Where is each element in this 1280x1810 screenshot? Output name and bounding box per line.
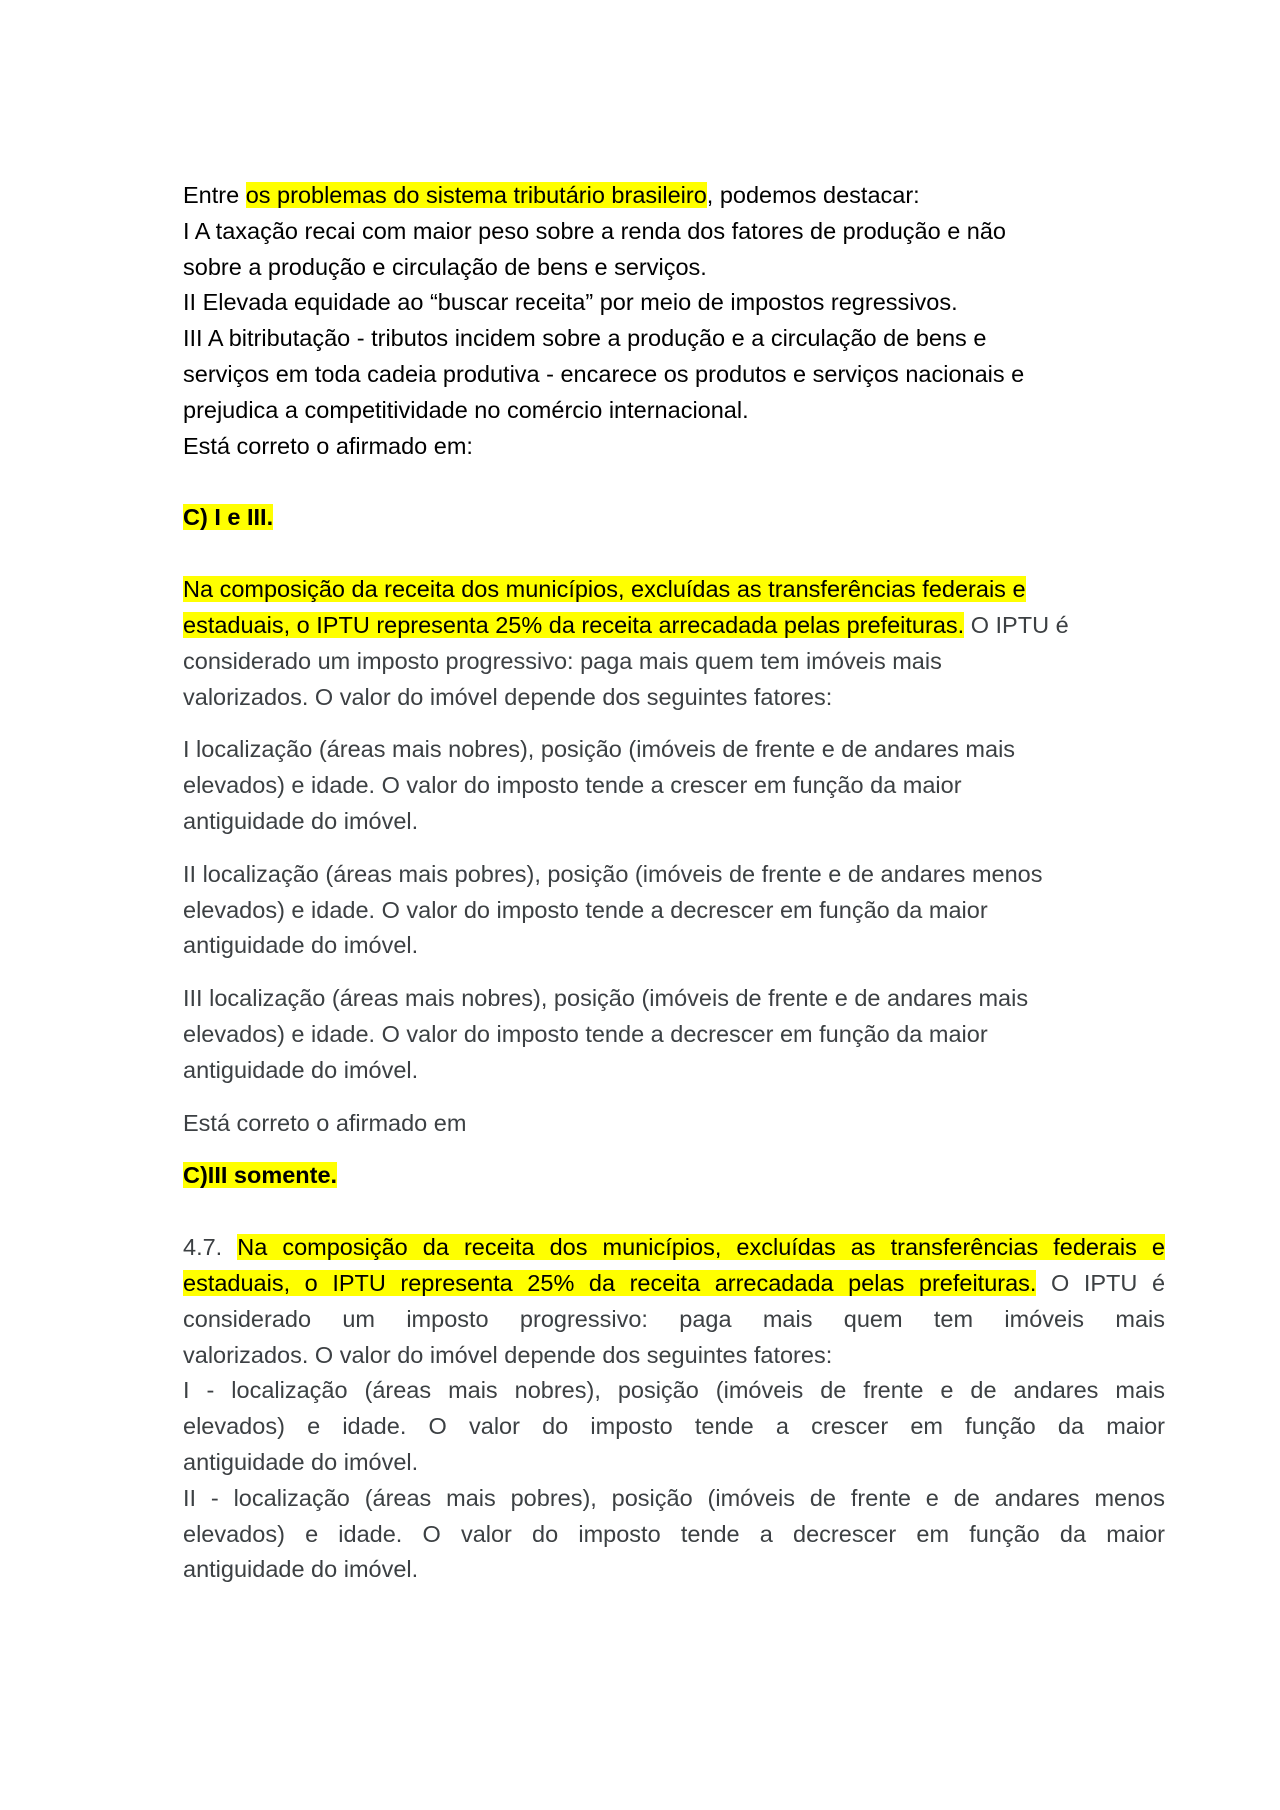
q3-item-i-line2: elevados) e idade. O valor do imposto tende a crescer em função da maior	[183, 1413, 1165, 1440]
q1-intro	[183, 178, 1165, 214]
q2-item-ii-line1: II localização (áreas mais pobres), posição (imóveis de frente e de andares menos	[183, 860, 1043, 887]
q1-answer-text: C) I e III.	[183, 504, 274, 531]
q3-number: 4.7.	[183, 1234, 238, 1261]
q2-item-i-line3: antiguidade do imóvel.	[183, 807, 419, 834]
spacer	[183, 964, 1165, 981]
q2-highlight-text1: Na composição da receita dos municípios, excluídas as transferências federais e	[183, 576, 1026, 603]
document-page	[183, 178, 1165, 1588]
q3-item-ii-line2: elevados) e idade. O valor do imposto tende a decrescer em função da maior	[183, 1520, 1165, 1547]
q3-iptu-text: O IPTU é	[1036, 1269, 1166, 1296]
q2-highlight-text2: estaduais, o IPTU representa 25% da receita arrecadada pelas prefeituras.	[183, 611, 965, 638]
q1-intro-tail: , podemos destacar:	[706, 182, 920, 208]
q3-item-i-line1: I - localização (áreas mais nobres), posição (imóveis de frente e de andares mais	[183, 1377, 1165, 1404]
q2-item-i-line2: elevados) e idade. O valor do imposto tende a crescer em função da maior	[183, 772, 962, 799]
q1-answer	[183, 500, 1165, 536]
q2-item-ii-line2: elevados) e idade. O valor do imposto tende a decrescer em função da maior	[183, 896, 988, 923]
q2-item-iii-line2: elevados) e idade. O valor do imposto tende a decrescer em função da maior	[183, 1020, 988, 1047]
q1-intro-text: Entre	[183, 182, 246, 208]
q2-item-iii-line1: III localização (áreas mais nobres), posição (imóveis de frente e de andares mais	[183, 985, 1029, 1012]
spacer	[183, 1089, 1165, 1106]
q2-item-iii-line3: antiguidade do imóvel.	[183, 1056, 419, 1083]
spacer	[183, 1194, 1165, 1230]
q3-line2	[183, 1266, 1165, 1302]
q2-answer	[183, 1158, 1165, 1194]
q1-question: Está correto o afirmado em:	[183, 432, 473, 459]
q1-intro-highlight: os problemas do sistema tributário brasileiro	[245, 182, 707, 208]
q2-answer-text: C)III somente.	[183, 1162, 338, 1189]
spacer	[183, 840, 1165, 857]
q3-item-ii-line1: II - localização (áreas mais pobres), posição (imóveis de frente e de andares menos	[183, 1484, 1165, 1511]
q1-statement-i-line2: sobre a produção e circulação de bens e serviços.	[183, 253, 707, 280]
q2-iptu-text: O IPTU é	[964, 611, 1069, 638]
q1-statement-iii-line3: prejudica a competitividade no comércio internacional.	[183, 396, 749, 423]
q2-highlight-line2	[183, 608, 1165, 644]
spacer	[183, 1141, 1165, 1158]
q2-question: Está correto o afirmado em	[183, 1109, 467, 1136]
q3-item-ii-line3: antiguidade do imóvel.	[183, 1556, 419, 1583]
q3-item-i-line3: antiguidade do imóvel.	[183, 1448, 419, 1475]
spacer	[183, 715, 1165, 732]
q3-line1	[183, 1230, 1165, 1266]
q3-highlight-text2: estaduais, o IPTU representa 25% da receita arrecadada pelas prefeituras.	[183, 1269, 1037, 1296]
q2-highlight-line1	[183, 572, 1165, 608]
q1-statement-iii-line1: III A bitributação - tributos incidem sobre a produção e a circulação de bens e	[183, 325, 987, 352]
q2-line4: valorizados. O valor do imóvel depende dos seguintes fatores:	[183, 683, 833, 710]
spacer	[183, 536, 1165, 572]
q3-highlight-text1: Na composição da receita dos municípios, excluídas as transferências federais e	[237, 1234, 1165, 1261]
q2-line3: considerado um imposto progressivo: paga mais quem tem imóveis mais	[183, 647, 942, 674]
q1-statement-ii: II Elevada equidade ao “buscar receita” por meio de impostos regressivos.	[183, 289, 958, 316]
q3-line3: considerado um imposto progressivo: paga mais quem tem imóveis mais	[183, 1305, 1165, 1332]
q2-item-ii-line3: antiguidade do imóvel.	[183, 932, 419, 959]
q2-item-i-line1: I localização (áreas mais nobres), posição (imóveis de frente e de andares mais	[183, 736, 1016, 763]
q1-statement-iii-line2: serviços em toda cadeia produtiva - encarece os produtos e serviços nacionais e	[183, 360, 1025, 387]
q3-line4: valorizados. O valor do imóvel depende dos seguintes fatores:	[183, 1341, 833, 1368]
spacer	[183, 464, 1165, 500]
q1-statement-i-line1: I A taxação recai com maior peso sobre a renda dos fatores de produção e não	[183, 217, 1007, 244]
